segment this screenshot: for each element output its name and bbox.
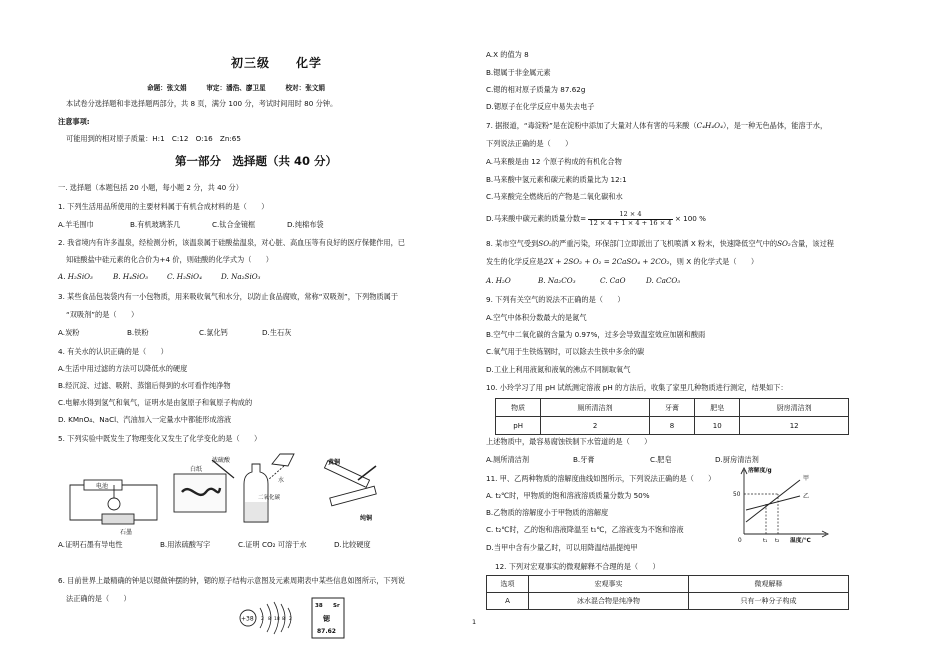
exam-intro: 本试卷分选择题和非选择题两部分，共 8 页，满分 100 分，考试时间用时 80 分钟。 bbox=[66, 99, 338, 108]
brass-label: 黄铜 bbox=[328, 459, 341, 466]
q10-option-a: A.厕所清洁剂 bbox=[486, 455, 530, 464]
q2-option-c: C. H₂SiO₄ bbox=[167, 272, 202, 281]
q5-option-a: A.证明石墨有导电性 bbox=[58, 540, 123, 549]
graphite-label: 石墨 bbox=[120, 529, 133, 536]
q9-option-d: D.工业上利用液氮和液氧的沸点不同制取氧气 bbox=[486, 365, 631, 374]
q7-fraction bbox=[588, 211, 672, 227]
graph-origin: 0 bbox=[738, 538, 742, 544]
q2-option-d: D. Na₂SiO₃ bbox=[221, 272, 261, 281]
series-label-jia: 甲 bbox=[803, 475, 810, 482]
q8-line2 bbox=[486, 258, 758, 267]
q3-line1: 3. 某些食品包装袋内有一小包物质，用来吸收氧气和水分，以防止食品腐败，常称“双吸剂”，下列物质属于 bbox=[58, 292, 399, 301]
pure-copper-label: 纯铜 bbox=[360, 515, 373, 522]
q9-stem: 9. 下列有关空气的说法不正确的是（ ） bbox=[486, 295, 625, 304]
q8-line2-part2: ，则 X 的化学式是（ ） bbox=[669, 257, 759, 266]
q1-option-c: C.钛合金镜框 bbox=[212, 220, 256, 229]
atomic-masses: 可能用到的相对原子质量：H:1 C:12 O:16 Zn:65 bbox=[66, 134, 241, 143]
section-title: 第一部分 选择题（共 40 分） bbox=[175, 154, 338, 168]
q10-ph-soap: 10 bbox=[695, 417, 740, 435]
q10-stem: 10. 小玲学习了用 pH 试纸测定溶液 pH 的方法后，收集了家里几种物质进行测定，结果如下： bbox=[486, 383, 788, 392]
q2-line2: 知硅酸盐中硅元素的化合价为+4 价，则硅酸的化学式为（ ） bbox=[66, 255, 273, 264]
q6-option-b: B.锶属于非金属元素 bbox=[486, 68, 551, 77]
q5-stem: 5. 下列实验中既发生了物理变化又发生了化学变化的是（ ） bbox=[58, 434, 262, 443]
card-symbol: Sr bbox=[333, 603, 340, 609]
q12-stem: 12. 下列对宏观事实的微观解释不合理的是（ ） bbox=[495, 562, 660, 571]
q4-option-b: B.经沉淀、过滤、吸附、蒸馏后得到的水可看作纯净物 bbox=[58, 381, 231, 390]
q3-line2: “双吸剂”的是（ ） bbox=[66, 310, 139, 319]
q10-ph-table bbox=[495, 398, 849, 435]
sulfuric-acid-writing-figure bbox=[174, 460, 234, 512]
q2-option-b: B. H₄SiO₃ bbox=[113, 272, 148, 281]
q1-stem: 1. 下列生活用品所使用的主要材料属于有机合成材料的是（ ） bbox=[58, 202, 269, 211]
q8-line2-part1: 发生的化学反应是 bbox=[486, 257, 544, 266]
q7-option-d-prefix: D.马来酸中碳元素的质量分数= bbox=[486, 214, 587, 224]
q10-ph-kitchen-cleaner: 12 bbox=[740, 417, 849, 435]
q7-option-d bbox=[486, 211, 706, 227]
battery-label: 电池 bbox=[96, 483, 109, 490]
q11-option-a: A. t₂℃时，甲物质的饱和溶液溶质质量分数为 50% bbox=[486, 491, 650, 500]
q8-so2-second: SO₂ bbox=[777, 239, 791, 248]
q8-line1-part2: 的严重污染，环保部门立即派出了飞机喷洒 X 粉末，快速降低空气中的 bbox=[551, 239, 778, 248]
q10-question: 上述物质中，最容易腐蚀铁制下水管道的是（ ） bbox=[486, 437, 652, 446]
q1-option-d: D.纯棉布袋 bbox=[287, 220, 324, 229]
q10-ph-toothpaste: 8 bbox=[649, 417, 694, 435]
q9-option-a: A.空气中体积分数最大的是氮气 bbox=[486, 313, 587, 322]
q11-solubility-graph bbox=[730, 464, 840, 544]
q8-option-b: B. Na₂CO₃ bbox=[538, 276, 576, 285]
q10-row-label: pH bbox=[496, 417, 541, 435]
graph-y-label: 溶解度/g bbox=[748, 468, 772, 474]
card-atomic-number: 38 bbox=[315, 603, 323, 609]
q3-option-a: A.炭粉 bbox=[58, 328, 80, 337]
q8-line1-part1: 8. 某市空气受到 bbox=[486, 239, 539, 248]
card-element-name: 锶 bbox=[323, 615, 330, 623]
q8-so2: SO₂ bbox=[538, 239, 552, 248]
q8-option-d: D. CaCO₃ bbox=[646, 276, 681, 285]
q2-line1: 2. 我省境内有许多温泉，经检测分析，该温泉属于硅酸盐温泉，对心脏、高血压等有良好的医疗保健作用，已 bbox=[58, 238, 405, 247]
q3-option-c: C.氯化钙 bbox=[199, 328, 228, 337]
q8-line1-part3: 含量，该过程 bbox=[790, 239, 834, 248]
q12-row-a-option: A bbox=[487, 593, 529, 610]
q10-option-d: D.厨房清洁剂 bbox=[715, 455, 759, 464]
shell-1-count: 2 bbox=[261, 617, 264, 622]
section-instruction: 一. 选择题（本题包括 20 小题，每小题 2 分，共 40 分） bbox=[58, 183, 243, 192]
q7-line1-end: ），是一种无色晶体，能溶于水， bbox=[722, 121, 828, 130]
q6-line1: 6. 目前世界上最精确的钟是以锶做钟摆的钟，锶的原子结构示意图及元素周期表中某些信息如图所示，下列说 bbox=[58, 576, 405, 585]
q6-option-c: C.锶的相对原子质量为 87.62g bbox=[486, 85, 586, 94]
series-label-yi: 乙 bbox=[803, 493, 810, 500]
q9-option-b: B.空气中二氧化碳的含量为 0.97%，过多会导致温室效应加剧和酸雨 bbox=[486, 330, 706, 339]
q7-option-b: B.马来酸中氢元素和碳元素的质量比为 12:1 bbox=[486, 175, 627, 184]
q1-option-b: B.有机玻璃茶几 bbox=[130, 220, 181, 229]
q4-option-a: A.生活中用过滤的方法可以降低水的硬度 bbox=[58, 364, 188, 373]
q4-option-c: C.电解水得到氢气和氧气，证明水是由氢原子和氧原子构成的 bbox=[58, 398, 253, 407]
q12-header-macro-fact: 宏观事实 bbox=[529, 576, 689, 593]
graph-x-tick-t1: t₁ bbox=[763, 538, 768, 544]
q7-fraction-denominator: 12 × 4 + 1 × 4 + 16 × 4 bbox=[589, 218, 672, 227]
notice-label: 注意事项: bbox=[58, 117, 90, 126]
q7-option-a: A.马来酸是由 12 个原子构成的有机化合物 bbox=[486, 157, 622, 166]
q5-option-d: D.比较硬度 bbox=[334, 540, 371, 549]
q7-fraction-numerator: 12 × 4 bbox=[588, 211, 672, 220]
bulb-icon bbox=[108, 498, 120, 510]
q11-option-d: D.当甲中含有少量乙时，可以用降温结晶提纯甲 bbox=[486, 543, 638, 552]
q7-line2: 下列说法正确的是（ ） bbox=[486, 139, 573, 148]
q2-option-a: A. H₂SiO₃ bbox=[58, 272, 93, 281]
shell-4-count: 8 bbox=[282, 617, 285, 622]
q5-option-c: C.证明 CO₂ 可溶于水 bbox=[238, 540, 307, 549]
exam-title: 初三级 化学 bbox=[231, 56, 323, 70]
q7-line1-start: 7. 据报道，“毒淀粉”是在淀粉中添加了大量对人体有害的马来酸（ bbox=[486, 121, 697, 130]
hardness-comparison-figure bbox=[324, 461, 376, 506]
white-paper-label: 白纸 bbox=[190, 466, 203, 473]
q12-header-option: 选项 bbox=[487, 576, 529, 593]
q3-option-d: D.生石灰 bbox=[262, 328, 292, 337]
q7-option-c: C.马来酸完全燃烧后的产物是二氧化碳和水 bbox=[486, 192, 623, 201]
q12-row-a-fact: 冰水混合物是纯净物 bbox=[529, 593, 689, 610]
exam-authors: 命题：张文娟 审定：潘浩、廖卫星 校对：张文娟 bbox=[147, 84, 326, 92]
graph-x-label: 温度/℃ bbox=[790, 538, 811, 544]
q6-option-a: A.X 的值为 8 bbox=[486, 50, 529, 59]
q12-header-micro-explanation: 微观解释 bbox=[689, 576, 849, 593]
q11-option-b: B.乙物质的溶解度小于甲物质的溶解度 bbox=[486, 508, 609, 517]
nucleus-charge: +38 bbox=[241, 615, 254, 623]
sulfuric-acid-label: 浓硫酸 bbox=[212, 457, 231, 464]
q4-stem: 4. 有关水的认识正确的是（ ） bbox=[58, 347, 168, 356]
shell-2-count: 8 bbox=[268, 617, 271, 622]
q10-header-soap: 肥皂 bbox=[695, 399, 740, 417]
shell-5-count: 2 bbox=[289, 617, 292, 622]
q7-option-d-suffix: × 100 % bbox=[674, 214, 706, 224]
q8-option-a: A. H₂O bbox=[486, 276, 511, 285]
q10-ph-toilet-cleaner: 2 bbox=[541, 417, 650, 435]
q10-option-b: B.牙膏 bbox=[573, 455, 595, 464]
q5-option-b: B.用浓硫酸写字 bbox=[160, 540, 211, 549]
q3-option-b: B.铁粉 bbox=[127, 328, 149, 337]
q8-line1 bbox=[486, 240, 834, 249]
carbon-dioxide-label: 二氧化碳 bbox=[258, 495, 281, 501]
graph-y-tick-50: 50 bbox=[733, 492, 741, 498]
q12-table bbox=[486, 575, 849, 610]
q8-equation: 2X + 2SO₂ + O₂ = 2CaSO₄ + 2CO₂ bbox=[543, 257, 670, 266]
curve-jia bbox=[746, 480, 800, 522]
q6-strontium-figure bbox=[236, 596, 366, 640]
atomic-structure-diagram bbox=[240, 602, 292, 634]
q11-option-c: C. t₂℃时，乙的饱和溶液降温至 t₁℃，乙溶液变为不饱和溶液 bbox=[486, 525, 684, 534]
graphite-rod bbox=[102, 514, 134, 524]
q10-header-toothpaste: 牙膏 bbox=[649, 399, 694, 417]
q7-formula: C₄H₄O₄ bbox=[696, 121, 723, 130]
card-atomic-mass: 87.62 bbox=[317, 628, 336, 635]
q6-option-d: D.锶原子在化学反应中易失去电子 bbox=[486, 102, 595, 111]
q4-option-d: D. KMnO₄、NaCl、汽油加入一定量水中都能形成溶液 bbox=[58, 415, 232, 424]
q6-line2: 法正确的是（ ） bbox=[66, 594, 131, 603]
co2-bottle-figure bbox=[244, 454, 294, 522]
q7-line1 bbox=[486, 122, 827, 131]
q10-header-substance: 物质 bbox=[496, 399, 541, 417]
q12-row-a-explanation: 只有一种分子构成 bbox=[689, 593, 849, 610]
water-label: 水 bbox=[278, 477, 285, 484]
q8-option-c: C. CaO bbox=[600, 276, 626, 285]
curve-yi bbox=[746, 496, 800, 510]
q9-option-c: C.氧气用于生铁炼钢时，可以除去生铁中多余的碳 bbox=[486, 347, 645, 356]
q11-stem: 11. 甲、乙两种物质的溶解度曲线如图所示，下列说法正确的是（ ） bbox=[486, 474, 716, 483]
periodic-table-card bbox=[312, 598, 344, 638]
page-number: 1 bbox=[472, 618, 477, 626]
q1-option-a: A.羊毛围巾 bbox=[58, 220, 94, 229]
graph-x-tick-t2: t₂ bbox=[775, 538, 780, 544]
graphite-conductivity-figure bbox=[70, 480, 157, 524]
q10-option-c: C.肥皂 bbox=[650, 455, 672, 464]
shell-3-count: 18 bbox=[274, 617, 280, 622]
q10-header-kitchen-cleaner: 厨房清洁剂 bbox=[740, 399, 849, 417]
q10-header-toilet-cleaner: 厕所清洁剂 bbox=[541, 399, 650, 417]
q5-experiment-figures bbox=[62, 452, 402, 538]
